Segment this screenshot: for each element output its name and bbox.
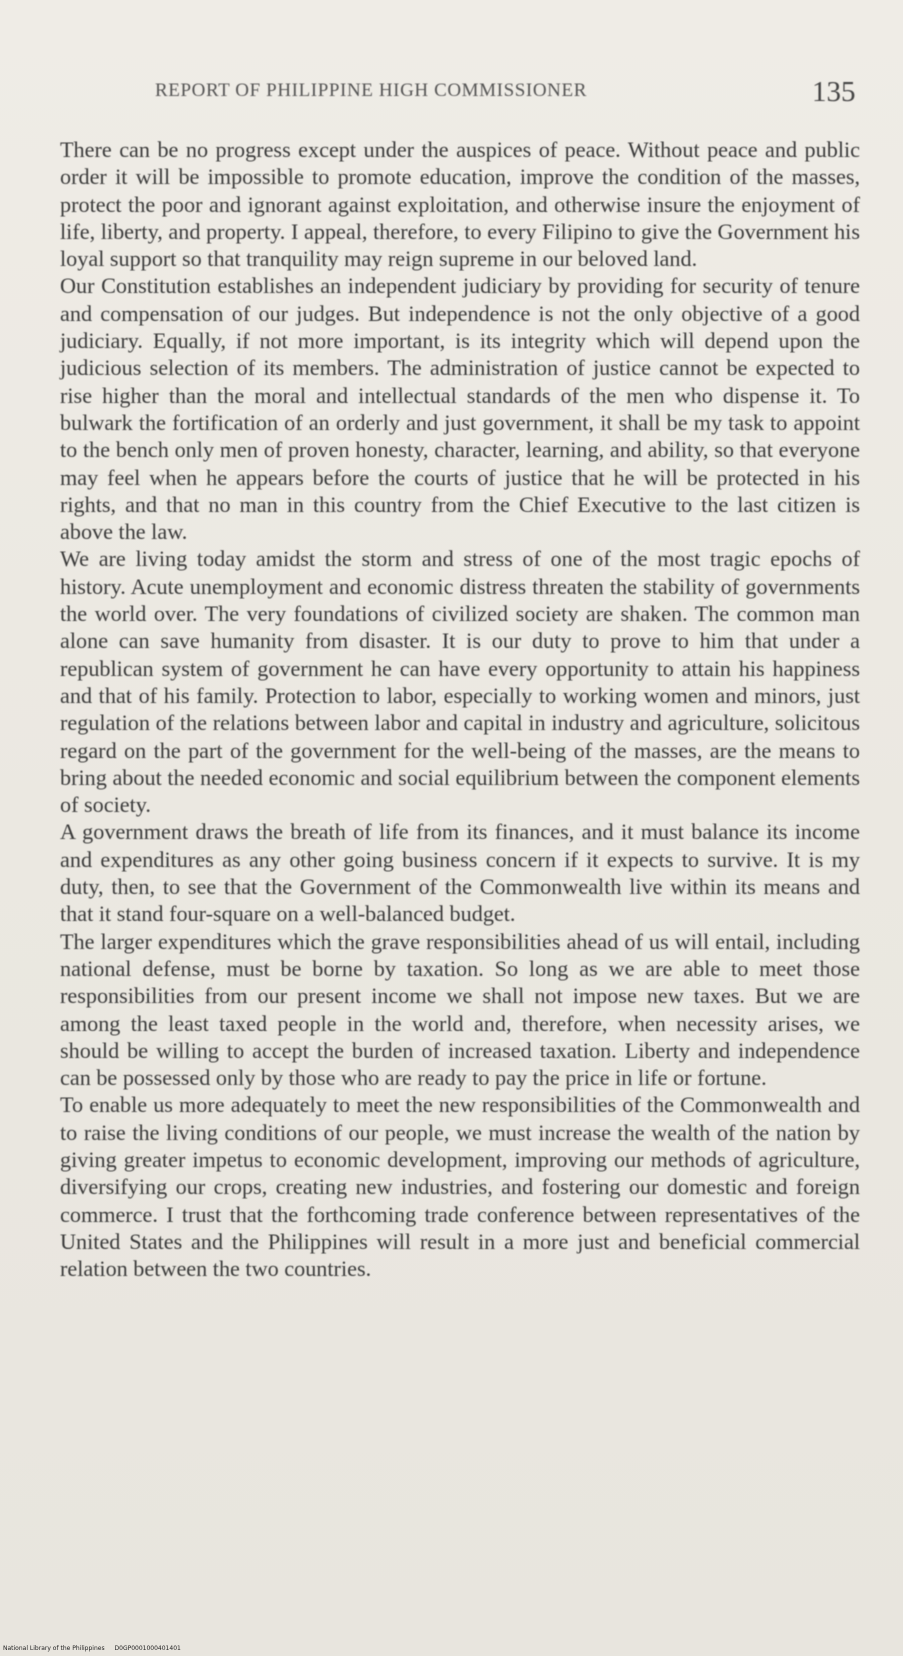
library-credit: National Library of the Philippines bbox=[3, 1645, 105, 1652]
paragraph-peace: There can be no progress except under the auspices of peace. Without peace and public order it will be impossible to promote education, improve the condition of the masses, protect the poor and ignorant against exploitation, and otherwise insure the enjoyment of life, liberty, and property. I appeal, therefore, to every Filipino to give the Government his loyal support so that tranquility may reign supreme in our beloved land. bbox=[60, 137, 860, 272]
scan-id: D0GP0001000401401 bbox=[114, 1645, 181, 1652]
paragraph-judiciary: Our Constitution establishes an independent judiciary by providing for security of tenure and compensation of our judges. But independence is not the only objective of a good judiciary. Equally, if not more important, is its integrity which will depend upon the judicious selection of its members. The administration of justice cannot be expected to rise higher than the moral and intellectual standards of the men who dispense it. To bulwark the fortification of an orderly and just government, it shall be my task to appoint to the bench only men of proven honesty, character, learning, and ability, so that everyone may feel when he appears before the courts of justice that he will be protected in his rights, and that no man in this country from the Chief Executive to the last citizen is above the law. bbox=[60, 273, 860, 545]
paragraph-taxation: The larger expenditures which the grave responsibilities ahead of us will entail, including national defense, must be borne by taxation. So long as we are able to meet those responsibilities from our present income we shall not impose new taxes. But we are among the least taxed people in the world and, therefore, when necessity arises, we should be willing to accept the burden of increased taxation. Liberty and independence can be possessed only by those who are ready to pay the price in life or fortune. bbox=[60, 928, 860, 1091]
paragraph-social-justice: We are living today amidst the storm and stress of one of the most tragic epochs of history. Acute unemployment and economic distress threaten the stability of governments the world over. The very foundations of civilized society are shaken. The common man alone can save humanity from disaster. It is our duty to prove to him that under a republican system of government he can have every opportunity to attain his happiness and that of his family. Protection to labor, especially to working women and minors, just regulation of the relations between labor and capital in industry and agriculture, solicitous regard on the part of the government for the well-being of the masses, are the means to bring about the needed economic and social equilibrium between the component elements of society. bbox=[60, 546, 860, 818]
page-number: 135 bbox=[812, 76, 856, 108]
scan-footer bbox=[3, 1645, 189, 1652]
body-text bbox=[60, 136, 860, 1282]
paragraph-finances: A government draws the breath of life from its finances, and it must balance its income and expenditures as any other going business concern if it expects to survive. It is my duty, then, to see that the Government of the Commonwealth live within its means and that it stand four-square on a well-balanced budget. bbox=[60, 819, 860, 927]
running-head: REPORT OF PHILIPPINE HIGH COMMISSIONER bbox=[155, 80, 587, 101]
paragraph-commerce: To enable us more adequately to meet the new responsibilities of the Commonwealth and to raise the living conditions of our people, we must increase the wealth of the nation by giving greater impetus to economic development, improving our methods of agriculture, diversifying our crops, creating new industries, and fostering our domestic and foreign commerce. I trust that the forthcoming trade conference between representatives of the United States and the Philippines will result in a more just and beneficial commercial relation between the two countries. bbox=[60, 1092, 860, 1282]
